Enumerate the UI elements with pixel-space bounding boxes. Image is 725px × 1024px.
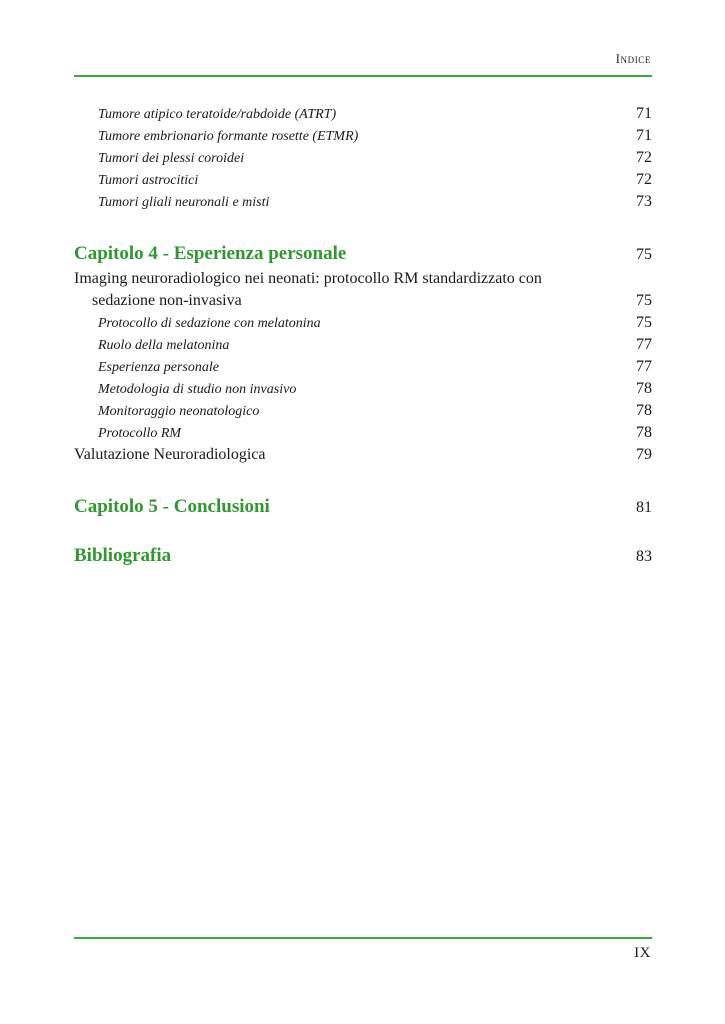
chapter-heading[interactable] [74,543,652,570]
toc-entry-title: Tumore atipico teratoide/rabdoide (ATRT) [98,107,337,122]
toc-entry[interactable] [74,191,652,213]
toc-entry[interactable] [74,378,652,400]
toc-entry[interactable] [74,169,652,191]
section-entry[interactable] [74,444,652,466]
chapter-title: Capitolo 5 - Conclusioni [74,496,270,517]
chapter-title: Capitolo 4 - Esperienza personale [74,243,347,264]
section-page: 75 [636,292,652,309]
section-title: Valutazione Neuroradiologica [74,446,266,463]
toc-entry[interactable] [74,125,652,147]
toc-entry-page: 73 [636,193,652,210]
section-page: 79 [636,446,652,463]
chapter-page: 75 [636,246,652,263]
section-entry[interactable] [74,268,652,312]
toc-entry[interactable] [74,422,652,444]
toc-entry-title: Esperienza personale [98,360,219,375]
running-head: Indice [615,52,651,66]
toc-entry-page: 75 [636,314,652,331]
bibliography-title: Bibliografia [74,545,172,566]
toc-entry[interactable] [74,103,652,125]
toc-entry-title: Tumori astrocitici [98,173,199,188]
toc-entry-title: Ruolo della melatonina [98,338,230,353]
toc-entry-title: Tumori dei plessi coroidei [98,151,245,166]
toc-entry-title: Protocollo di sedazione con melatonina [98,316,321,331]
chapter-page: 81 [636,499,652,516]
footer-rule [74,937,652,939]
header-rule [74,75,652,77]
toc-entry-title: Tumore embrionario formante rosette (ETMR) [98,129,359,144]
toc-entry[interactable] [74,400,652,422]
toc-entry-title: Tumori gliali neuronali e misti [98,195,270,210]
toc-entry-title: Metodologia di studio non invasivo [98,382,297,397]
chapter-heading[interactable] [74,241,652,268]
toc-entry-page: 72 [636,149,652,166]
toc-entry-page: 78 [636,380,652,397]
table-of-contents [74,103,652,570]
toc-entry[interactable] [74,147,652,169]
toc-entry[interactable] [74,312,652,334]
toc-entry-page: 77 [636,336,652,353]
toc-entry-page: 71 [636,105,652,122]
toc-entry-page: 72 [636,171,652,188]
toc-entry[interactable] [74,356,652,378]
toc-entry-title: Monitoraggio neonatologico [98,404,260,419]
bibliography-page: 83 [636,548,652,565]
chapter-heading[interactable] [74,494,652,521]
section-title-line2: sedazione non-invasiva [92,292,242,309]
toc-entry-page: 71 [636,127,652,144]
toc-entry[interactable] [74,334,652,356]
toc-entry-page: 78 [636,402,652,419]
toc-entry-page: 78 [636,424,652,441]
section-title-line1: Imaging neuroradiologico nei neonati: protocollo RM standardizzato con [74,270,542,287]
toc-entry-title: Protocollo RM [98,426,182,441]
page-number: IX [634,945,651,961]
toc-entry-page: 77 [636,358,652,375]
